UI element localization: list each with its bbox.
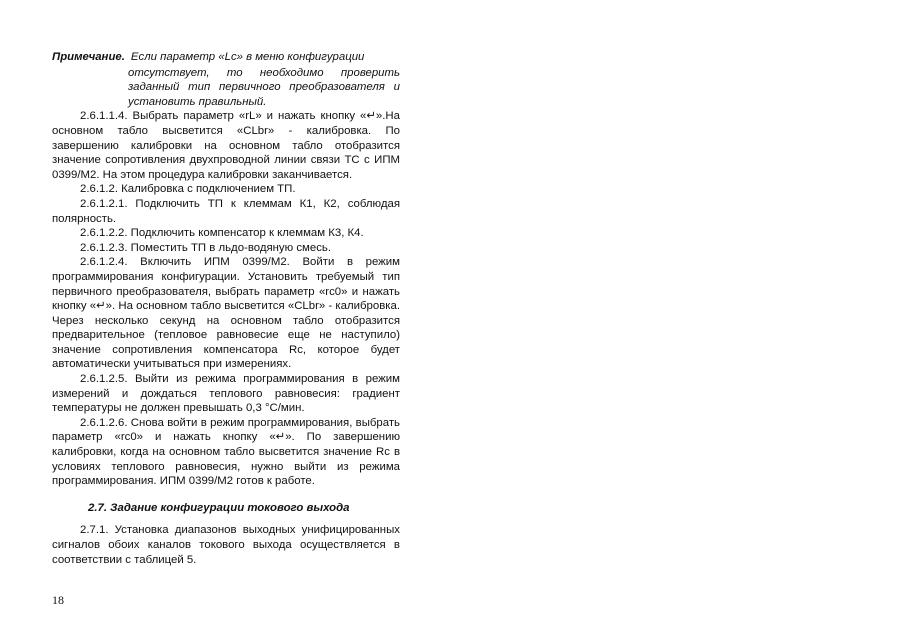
section-heading: 2.7. Задание конфигурации токового выхода [88, 501, 350, 514]
note-text: отсутствует, то необходимо проверить заданный тип первичного преобразователя и установить правильный. [128, 66, 400, 108]
paragraph-2-6-1-2-3: 2.6.1.2.3. Поместить ТП в льдо-водяную смесь. [80, 241, 331, 254]
paragraph-2-6-1-1-4: 2.6.1.1.4. Выбрать параметр «rL» и нажать кнопку «↵».На основном табло высветится «CLbr» - калибровка. По завершению калибровки на основном табло отобразится значение сопротивления двухпроводной линии связи ТС с ИПМ 0399/М2. На этом процедура калибровки заканчивается. [52, 110, 400, 181]
paragraph-2-6-1-2-6: 2.6.1.2.6. Снова войти в режим программирования, выбрать параметр «rc0» и нажать кнопку «↵». По завершению калибровки, когда на основном табло высветится значение Rc в условиях теплового равновесия, нужно выйти из режима программирования. ИПМ 0399/М2 готов к работе. [52, 416, 400, 488]
paragraph-2-6-1-2-1: 2.6.1.2.1. Подключить ТП к клеммам К1, К2, соблюдая полярность. [52, 197, 400, 225]
paragraph-2-6-1-2-2: 2.6.1.2.2. Подключить компенсатор к клеммам К3, К4. [80, 227, 364, 240]
page-number: 18 [52, 593, 64, 607]
paragraph-2-6-1-2-5: 2.6.1.2.5. Выйти из режима программирования в режим измерений и дождаться теплового равновесия: градиент температуры не должен превышать 0,3 °С/мин. [52, 373, 400, 415]
text-column [52, 50, 400, 567]
note-first-line: Если параметр «Lc» в меню конфигурации [130, 51, 365, 63]
paragraph-2-6-1-2-4: 2.6.1.2.4. Включить ИПМ 0399/М2. Войти в режим программирования конфигурации. Установить требуемый тип первичного преобразователя, выбрать параметр «rc0» и нажать кнопку «↵». На основном табло высветится «CLbr» - калибровка. Через несколько секунд на основном табло отобразится предварительное (тепловое равновесие еще не наступило) значение сопротивления компенсатора Rc, которое будет автоматически учитываться при измерениях. [52, 256, 400, 371]
paragraph-2-6-1-2: 2.6.1.2. Калибровка с подключением ТП. [80, 183, 296, 196]
note-block [52, 50, 400, 65]
paragraph-2-7-1: 2.7.1. Установка диапазонов выходных унифицированных сигналов обоих каналов токового выхода осуществляется в соответствии с таблицей 5. [52, 524, 400, 566]
note-label: Примечание. [52, 51, 125, 63]
